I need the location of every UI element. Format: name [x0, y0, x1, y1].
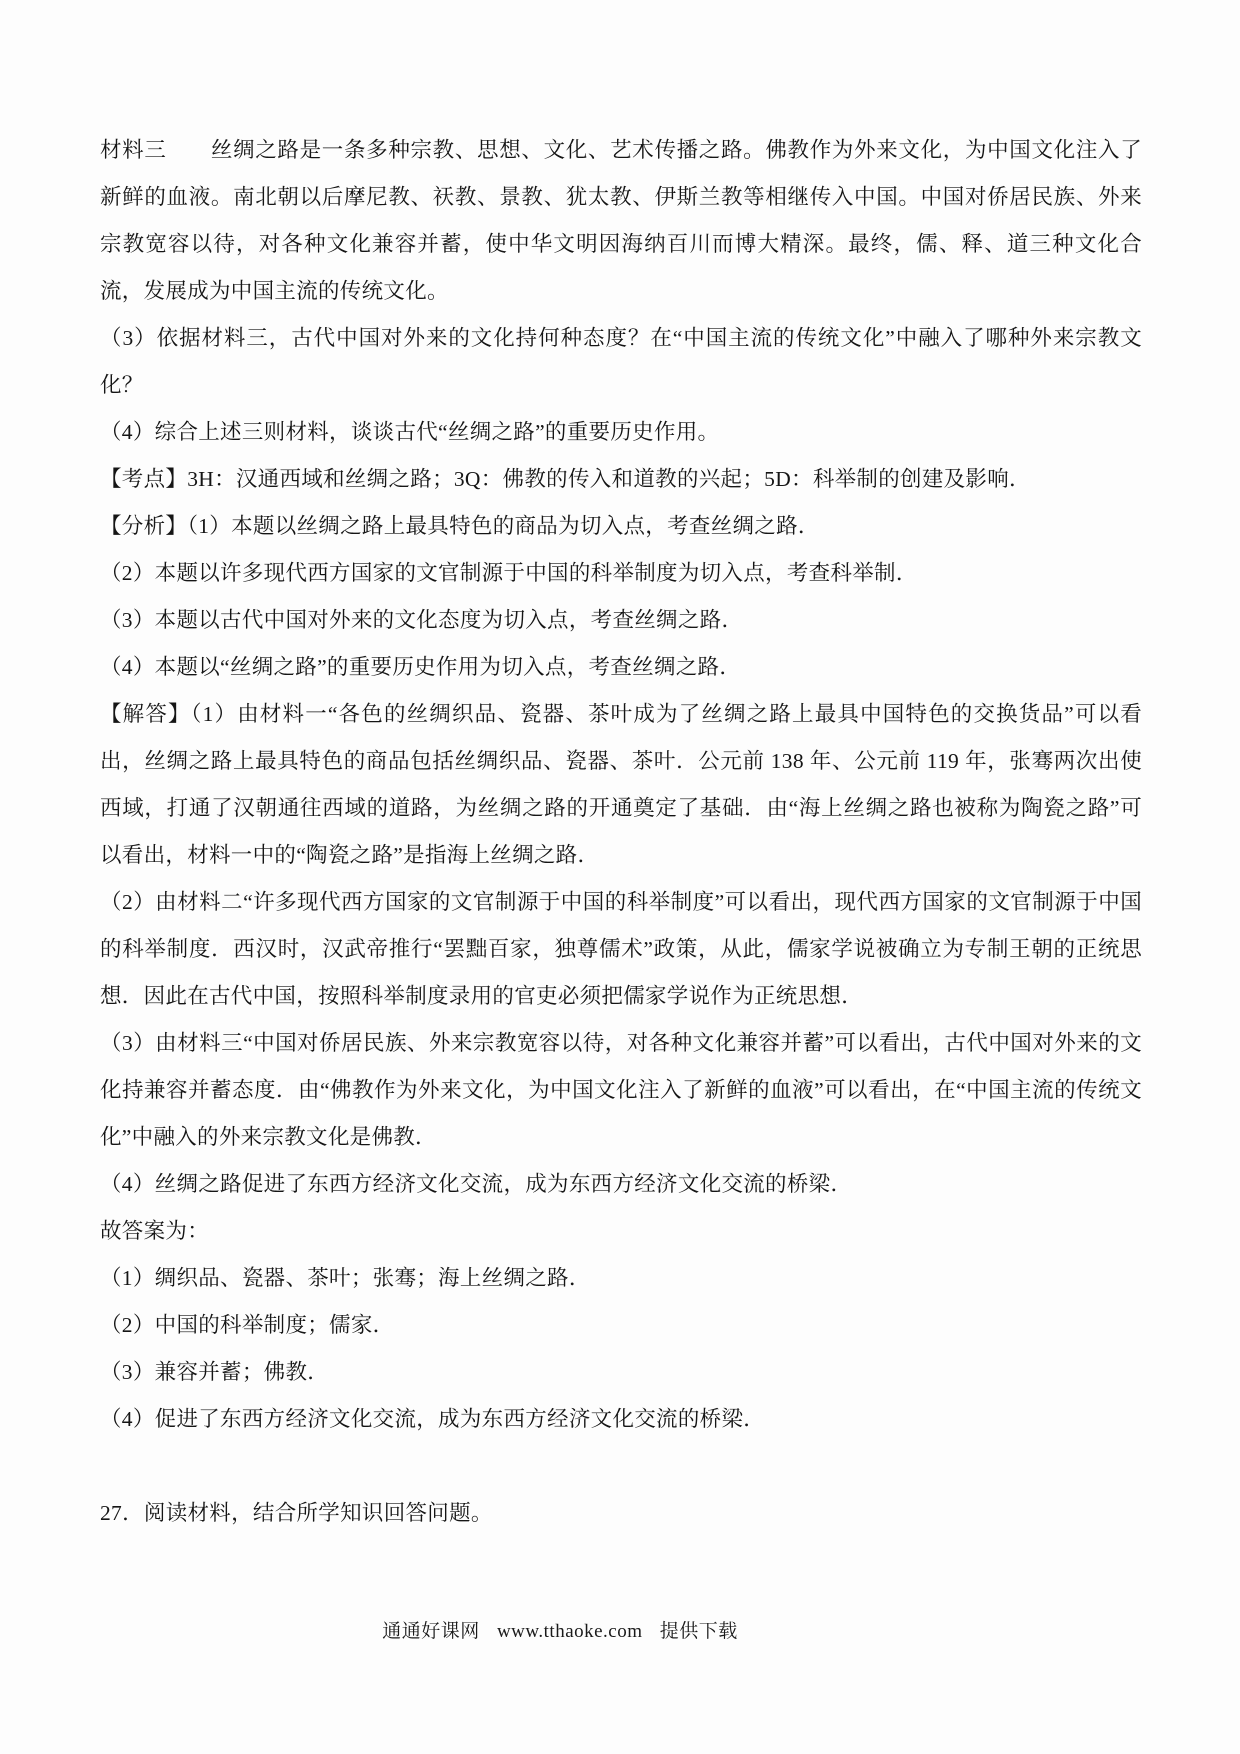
page-footer — [0, 1617, 1120, 1647]
document-body — [100, 127, 1142, 1537]
answer-3: （3）兼容并蓄；佛教． — [100, 1360, 330, 1384]
footer-note: 提供下载 — [659, 1621, 738, 1642]
analysis-2: （2）本题以许多现代西方国家的文官制源于中国的科举制度为切入点，考查科举制． — [100, 561, 918, 585]
solution-1: 【解答】（1）由材料一“各色的丝绸织品、瓷器、茶叶成为了丝绸之路上最具中国特色的交换货品”可以看出，丝绸之路上最具特色的商品包括丝绸织品、瓷器、茶叶．公元前 138 年、公元前 119 年，张骞两次出使西域，打通了汉朝通往西域的道路，为丝绸之路的开通奠定了基础．由“海上丝绸之路也被称为陶瓷之路”可以看出，材料一中的“陶瓷之路”是指海上丝绸之路． — [100, 702, 1142, 867]
footer-site-name: 通通好课网 — [382, 1621, 480, 1642]
analysis-3: （3）本题以古代中国对外来的文化态度为切入点，考查丝绸之路． — [100, 608, 744, 632]
exam-points: 【考点】3H：汉通西域和丝绸之路；3Q：佛教的传入和道教的兴起；5D：科举制的创建及影响． — [100, 467, 1031, 491]
question-3: （3）依据材料三，古代中国对外来的文化持何种态度？在“中国主流的传统文化”中融入了哪种外来宗教文化？ — [100, 326, 1142, 397]
answer-2: （2）中国的科举制度；儒家． — [100, 1313, 395, 1337]
analysis-1: 【分析】（1）本题以丝绸之路上最具特色的商品为切入点，考查丝绸之路． — [100, 514, 820, 538]
answer-intro: 故答案为： — [100, 1219, 210, 1243]
analysis-4: （4）本题以“丝绸之路”的重要历史作用为切入点，考查丝绸之路． — [100, 655, 742, 679]
solution-4: （4）丝绸之路促进了东西方经济文化交流，成为东西方经济文化交流的桥梁． — [100, 1172, 853, 1196]
question-27-intro: 27．阅读材料，结合所学知识回答问题。 — [100, 1501, 493, 1525]
answer-4: （4）促进了东西方经济文化交流，成为东西方经济文化交流的桥梁． — [100, 1407, 766, 1431]
solution-3: （3）由材料三“中国对侨居民族、外来宗教宽容以待，对各种文化兼容并蓄”可以看出，古代中国对外来的文化持兼容并蓄态度．由“佛教作为外来文化，为中国文化注入了新鲜的血液”可以看出，在“中国主流的传统文化”中融入的外来宗教文化是佛教． — [100, 1031, 1142, 1149]
question-4: （4）综合上述三则材料，谈谈古代“丝绸之路”的重要历史作用。 — [100, 420, 720, 444]
answer-1: （1）绸织品、瓷器、茶叶；张骞；海上丝绸之路． — [100, 1266, 591, 1290]
material-3-text: 材料三 丝绸之路是一条多种宗教、思想、文化、艺术传播之路。佛教作为外来文化，为中国文化注入了新鲜的血液。南北朝以后摩尼教、祆教、景教、犹太教、伊斯兰教等相继传入中国。中国对侨居民族、外来宗教宽容以待，对各种文化兼容并蓄，使中华文明因海纳百川而博大精深。最终，儒、释、道三种文化合流，发展成为中国主流的传统文化。 — [100, 138, 1142, 303]
footer-url: www.tthaoke.com — [496, 1621, 643, 1642]
solution-2: （2）由材料二“许多现代西方国家的文官制源于中国的科举制度”可以看出，现代西方国家的文官制源于中国的科举制度．西汉时，汉武帝推行“罢黜百家，独尊儒术”政策，从此，儒家学说被确立为专制王朝的正统思想．因此在古代中国，按照科举制度录用的官吏必须把儒家学说作为正统思想． — [100, 890, 1142, 1008]
